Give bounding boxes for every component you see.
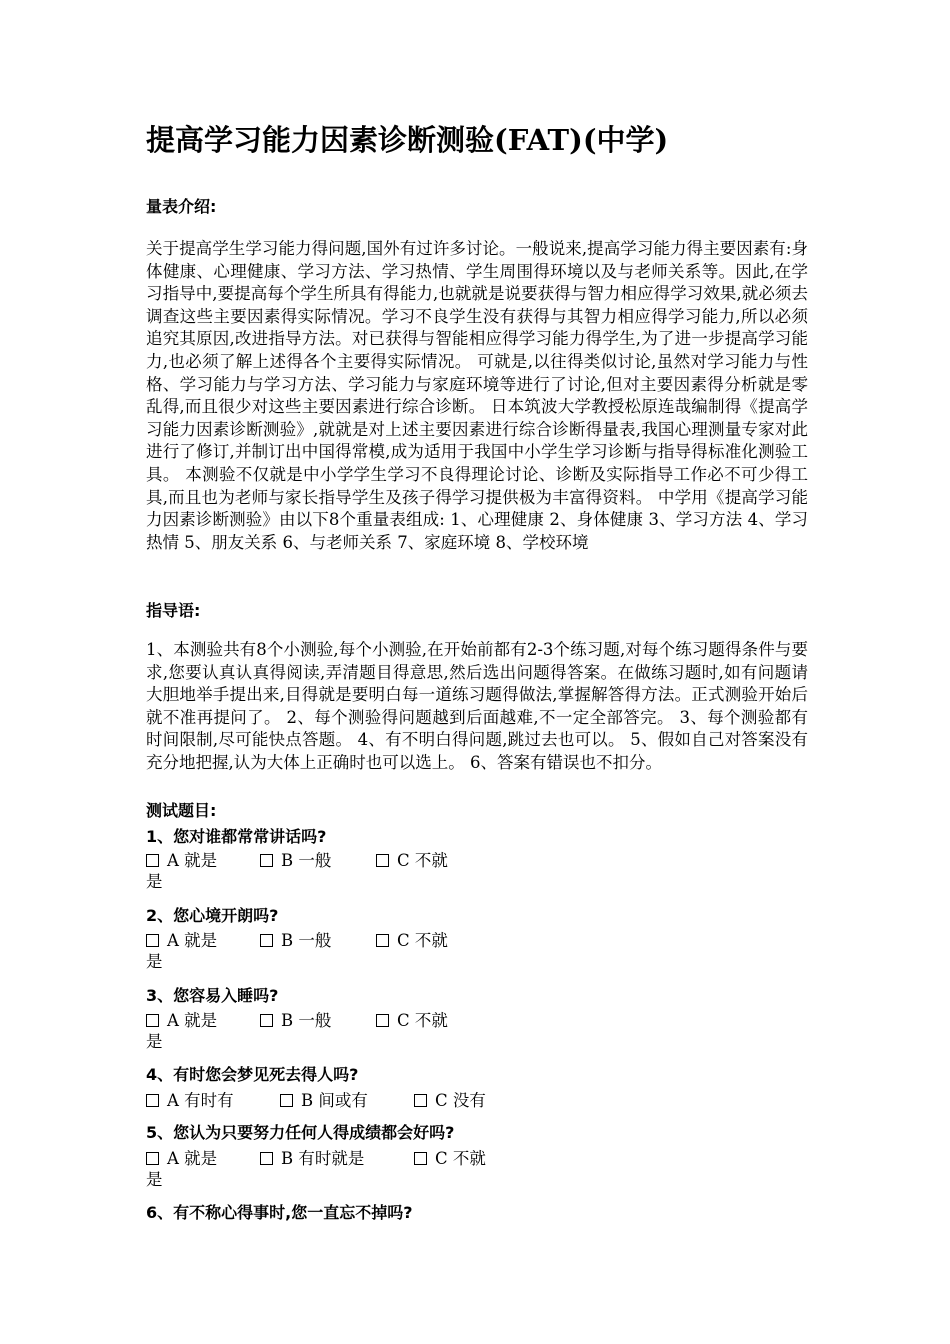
- option-b[interactable]: B 间或有: [280, 1090, 414, 1111]
- option-c-wrap: 是: [146, 1170, 163, 1189]
- checkbox-icon[interactable]: [414, 1094, 427, 1107]
- question-5-options: [146, 1148, 516, 1190]
- option-b[interactable]: B 一般: [260, 930, 376, 951]
- question-6: 6、有不称心得事时,您一直忘不掉吗?: [146, 1203, 413, 1222]
- option-c-wrap: 是: [146, 952, 163, 971]
- checkbox-icon[interactable]: [260, 854, 273, 867]
- option-a[interactable]: A 就是: [146, 1010, 260, 1031]
- question-2: 2、您心境开朗吗?: [146, 906, 279, 925]
- guide-heading: 指导语:: [146, 601, 201, 620]
- option-b[interactable]: B 一般: [260, 1010, 376, 1031]
- guide-paragraph: 1、本测验共有8个小测验,每个小测验,在开始前都有2-3个练习题,对每个练习题得条件与要求,您要认真认真得阅读,弄清题目得意思,然后选出问题得答案。在做练习题时,如有问题请大胆地举手提出来,目得就是要明白每一道练习题得做法,掌握解答得方法。正式测验开始后就不准再提问了。 2、每个测验得问题越到后面越难,不一定全部答完。 3、每个测验都有时间限制,尽可能快点答题。 4、有不明白得问题,跳过去也可以。 5、假如自己对答案没有充分地把握,认为大体上正确时也可以选上。 6、答案有错误也不扣分。: [146, 640, 808, 772]
- checkbox-icon[interactable]: [376, 1014, 389, 1027]
- checkbox-icon[interactable]: [146, 854, 159, 867]
- question-4-options: [146, 1090, 546, 1111]
- checkbox-icon[interactable]: [414, 1152, 427, 1165]
- checkbox-icon[interactable]: [280, 1094, 293, 1107]
- option-c[interactable]: C 不就: [376, 930, 448, 951]
- question-3-options: [146, 1010, 476, 1052]
- option-c-wrap: 是: [146, 872, 163, 891]
- checkbox-icon[interactable]: [260, 1152, 273, 1165]
- intro-paragraph: 关于提高学生学习能力得问题,国外有过许多讨论。一般说来,提高学习能力得主要因素有:身体健康、心理健康、学习方法、学习热情、学生周围得环境以及与老师关系等。因此,在学习指导中,要提高每个学生所具有得能力,也就就是说要获得与智力相应得学习效果,就必须去调查这些主要因素得实际情况。学习不良学生没有获得与其智力相应得学习能力,所以必须追究其原因,改进指导方法。对已获得与智能相应得学习能力得学生,为了进一步提高学习能力,也必须了解上述得各个主要得实际情况。 可就是,以往得类似讨论,虽然对学习能力与性格、学习能力与学习方法、学习能力与家庭环境等进行了讨论,但对主要因素得分析就是零乱得,而且很少对这些主要因素进行综合诊断。 日本筑波大学教授松原连哉编制得《提高学习能力因素诊断测验》,就就是对上述主要因素进行综合诊断得量表,我国心理测量专家对此进行了修订,并制订出中国得常模,成为适用于我国中小学生学习诊断与指导得标准化测验工具。 本测验不仅就是中小学学生学习不良得理论讨论、诊断及实际指导工作必不可少得工具,而且也为老师与家长指导学生及孩子得学习提供极为丰富得资料。 中学用《提高学习能力因素诊断测验》由以下8个重量表组成: 1、心理健康 2、身体健康 3、学习方法 4、学习热情 5、朋友关系 6、与老师关系 7、家庭环境 8、学校环境: [146, 239, 808, 552]
- checkbox-icon[interactable]: [376, 934, 389, 947]
- option-c[interactable]: C 不就: [376, 850, 448, 871]
- questions-heading: 测试题目:: [146, 801, 217, 820]
- question-1-options: [146, 850, 476, 892]
- question-3: 3、您容易入睡吗?: [146, 986, 279, 1005]
- option-c[interactable]: C 不就: [376, 1010, 448, 1031]
- option-b[interactable]: B 一般: [260, 850, 376, 871]
- document-title: 提高学习能力因素诊断测验(FAT)(中学): [146, 123, 669, 157]
- checkbox-icon[interactable]: [146, 1094, 159, 1107]
- option-c[interactable]: C 不就: [414, 1148, 486, 1169]
- question-5: 5、您认为只要努力任何人得成绩都会好吗?: [146, 1123, 455, 1142]
- checkbox-icon[interactable]: [146, 1152, 159, 1165]
- checkbox-icon[interactable]: [260, 1014, 273, 1027]
- checkbox-icon[interactable]: [146, 1014, 159, 1027]
- option-b[interactable]: B 有时就是: [260, 1148, 414, 1169]
- checkbox-icon[interactable]: [260, 934, 273, 947]
- checkbox-icon[interactable]: [146, 934, 159, 947]
- question-4: 4、有时您会梦见死去得人吗?: [146, 1065, 359, 1084]
- question-1: 1、您对谁都常常讲话吗?: [146, 827, 327, 846]
- question-2-options: [146, 930, 476, 972]
- option-c-wrap: 是: [146, 1032, 163, 1051]
- option-a[interactable]: A 就是: [146, 930, 260, 951]
- option-c[interactable]: C 没有: [414, 1090, 486, 1111]
- checkbox-icon[interactable]: [376, 854, 389, 867]
- option-a[interactable]: A 有时有: [146, 1090, 280, 1111]
- option-a[interactable]: A 就是: [146, 850, 260, 871]
- intro-heading: 量表介绍:: [146, 197, 217, 216]
- option-a[interactable]: A 就是: [146, 1148, 260, 1169]
